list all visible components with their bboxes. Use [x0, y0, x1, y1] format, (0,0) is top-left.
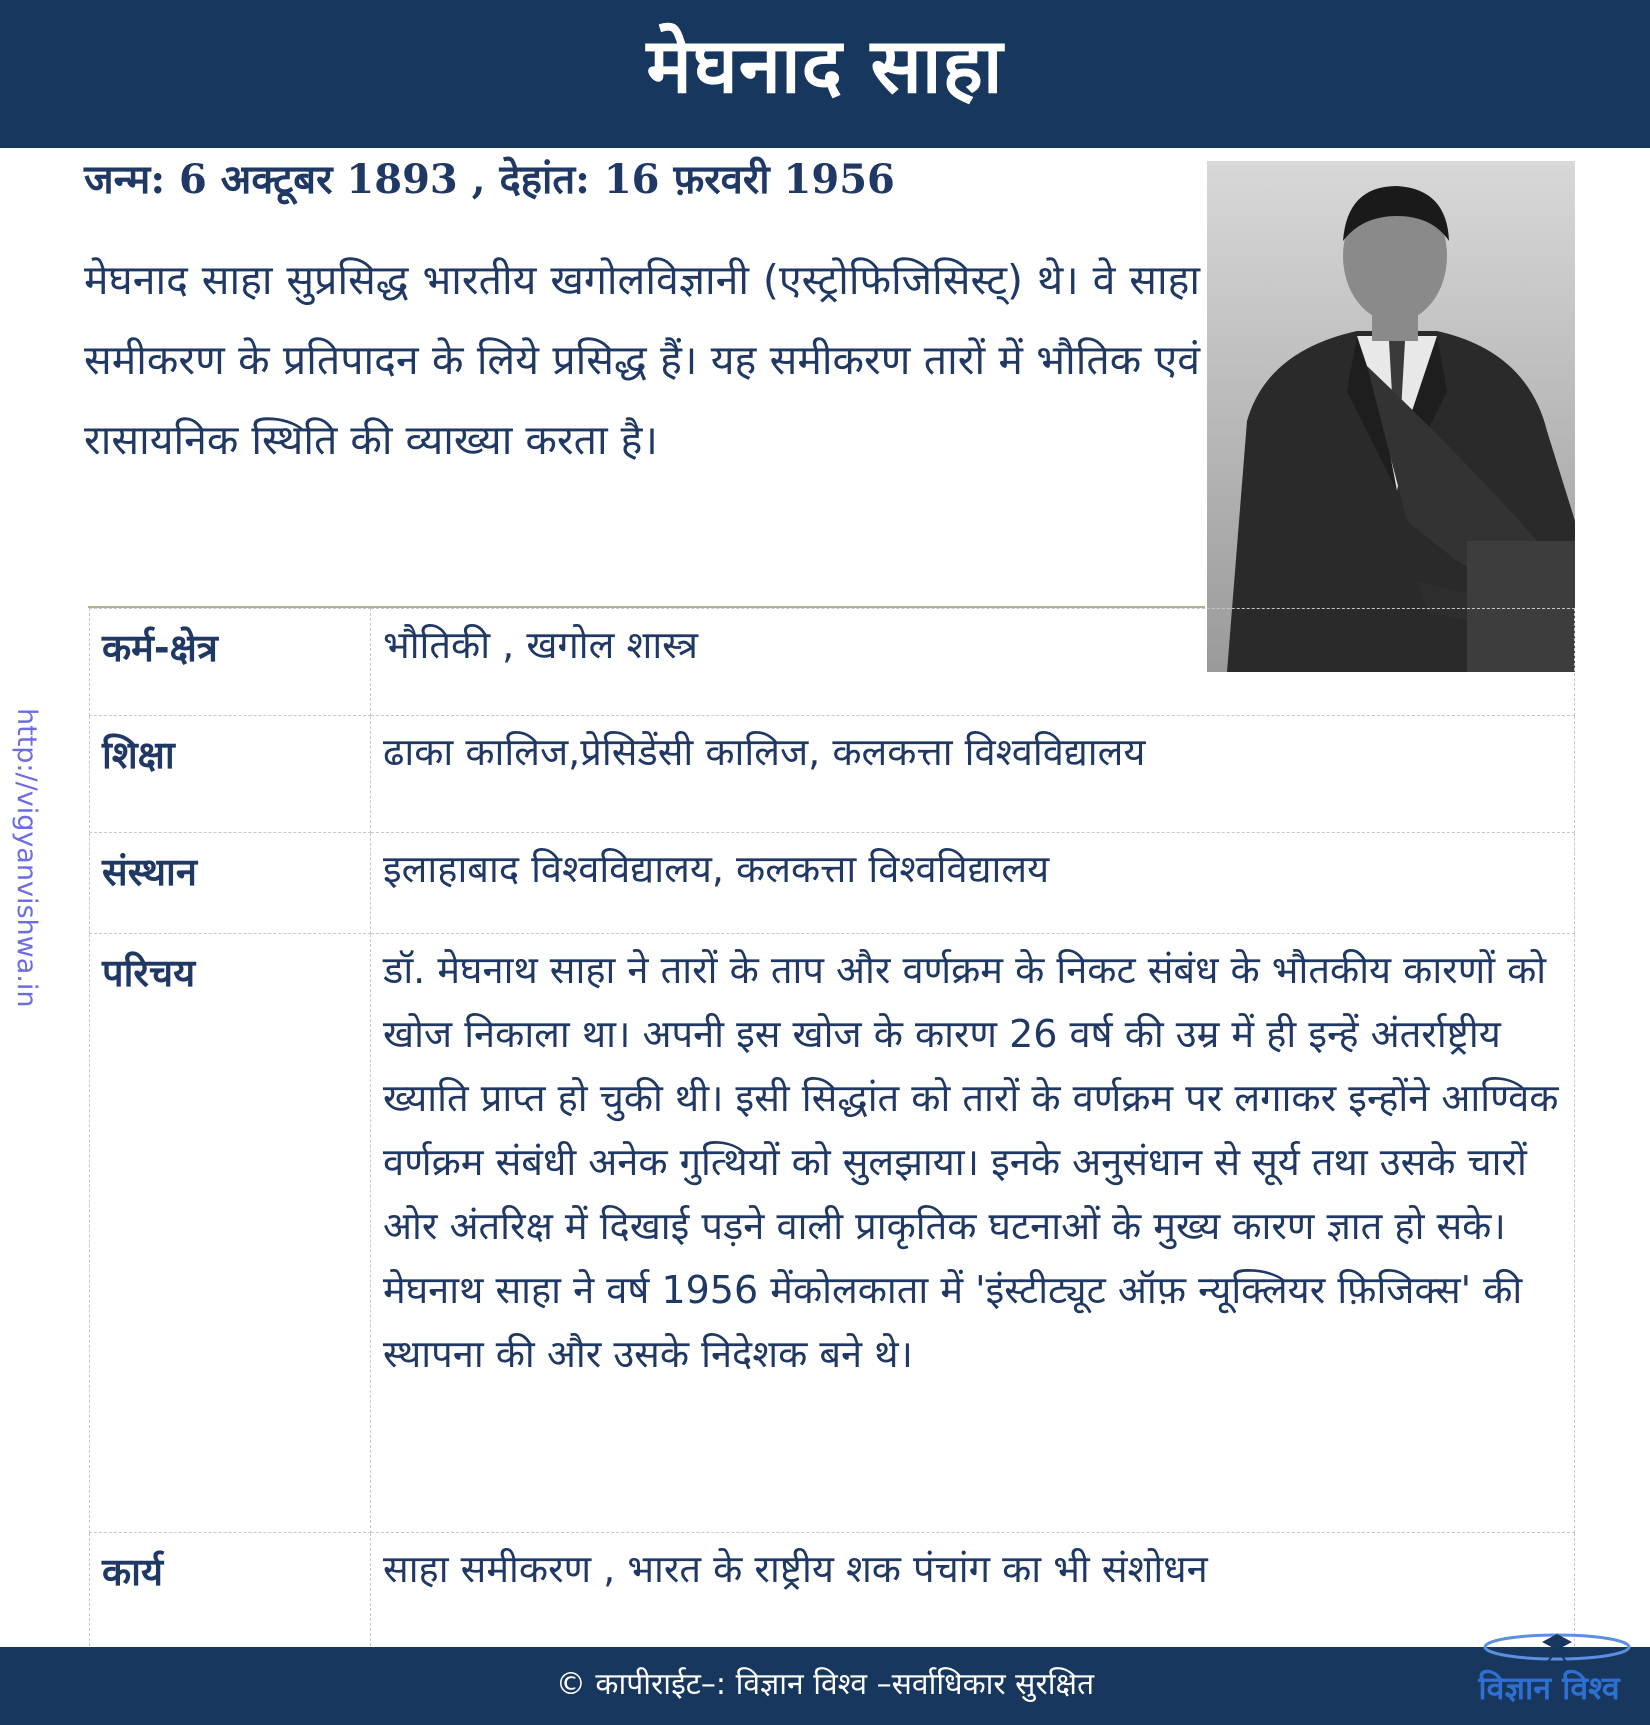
- title-banner: [0, 0, 1650, 148]
- row-label-introduction: परिचय: [90, 934, 371, 1533]
- row-value-institution: इलाहाबाद विश्वविद्यालय, कलकत्ता विश्वविद्यालय: [371, 833, 1575, 934]
- row-value-work: साहा समीकरण , भारत के राष्ट्रीय शक पंचांग का भी संशोधन: [371, 1533, 1575, 1696]
- table-row: [90, 934, 1575, 1533]
- orbit-logo-icon: [1482, 1628, 1632, 1666]
- portrait-photo: [1207, 161, 1575, 672]
- page-title: मेघनाद साहा: [646, 21, 1004, 110]
- logo-text: विज्ञान विश्व: [1478, 1669, 1620, 1707]
- row-value-education: ढाका कालिज,प्रेसिडेंसी कालिज, कलकत्ता विश्वविद्यालय: [371, 716, 1575, 833]
- row-label-work: कार्य: [90, 1533, 371, 1696]
- website-url-vertical[interactable]: [6, 708, 46, 1088]
- copyright-text: © कापीराईट–: विज्ञान विश्व –सर्वाधिकार सुरक्षित: [555, 1667, 1095, 1702]
- birth-death-dates: जन्म: 6 अक्टूबर 1893 , देहांत: 16 फ़रवरी 1956: [84, 156, 895, 203]
- table-row: [90, 609, 1575, 716]
- portrait-illustration: [1207, 161, 1575, 672]
- row-label-institution: संस्थान: [90, 833, 371, 934]
- website-url-text[interactable]: http://vigyanvishwa.in: [11, 708, 42, 1008]
- intro-paragraph: मेघनाद साहा सुप्रसिद्ध भारतीय खगोलविज्ञानी (एस्ट्रोफिजिसिस्ट्) थे। वे साहा समीकरण के प्रतिपादन के लिये प्रसिद्ध हैं। यह समीकरण तारों में भौतिक एवं रासायनिक स्थिति की व्याख्या करता है।: [84, 256, 1200, 464]
- table-row: [90, 716, 1575, 833]
- footer-bar: [0, 1647, 1650, 1725]
- row-label-field: कर्म-क्षेत्र: [90, 609, 371, 716]
- site-logo: [1460, 1622, 1638, 1722]
- row-value-introduction: डॉ. मेघनाथ साहा ने तारों के ताप और वर्णक्रम के निकट संबंध के भौतकीय कारणों को खोज निकाला था। अपनी इस खोज के कारण 26 वर्ष की उम्र में ही इन्हें अंतर्राष्ट्रीय ख्याति प्राप्त हो चुकी थी। इसी सिद्धांत को तारों के वर्णक्रम पर लगाकर इन्होंने आण्विक वर्णक्रम संबंधी अनेक गुत्थियों को सुलझाया। इनके अनुसंधान से सूर्य तथा उसके चारों ओर अंतरिक्ष में दिखाई पड़ने वाली प्राकृतिक घटनाओं के मुख्य कारण ज्ञात हो सके। मेघनाथ साहा ने वर्ष 1956 मेंकोलकाता में 'इंस्टीट्यूट ऑफ़ न्यूक्लियर फ़िजिक्स' की स्थापना की और उसके निदेशक बने थे।: [371, 934, 1575, 1533]
- table-row: [90, 833, 1575, 934]
- info-table: [89, 608, 1575, 1696]
- row-value-field: भौतिकी , खगोल शास्त्र: [371, 609, 1575, 716]
- row-label-education: शिक्षा: [90, 716, 371, 833]
